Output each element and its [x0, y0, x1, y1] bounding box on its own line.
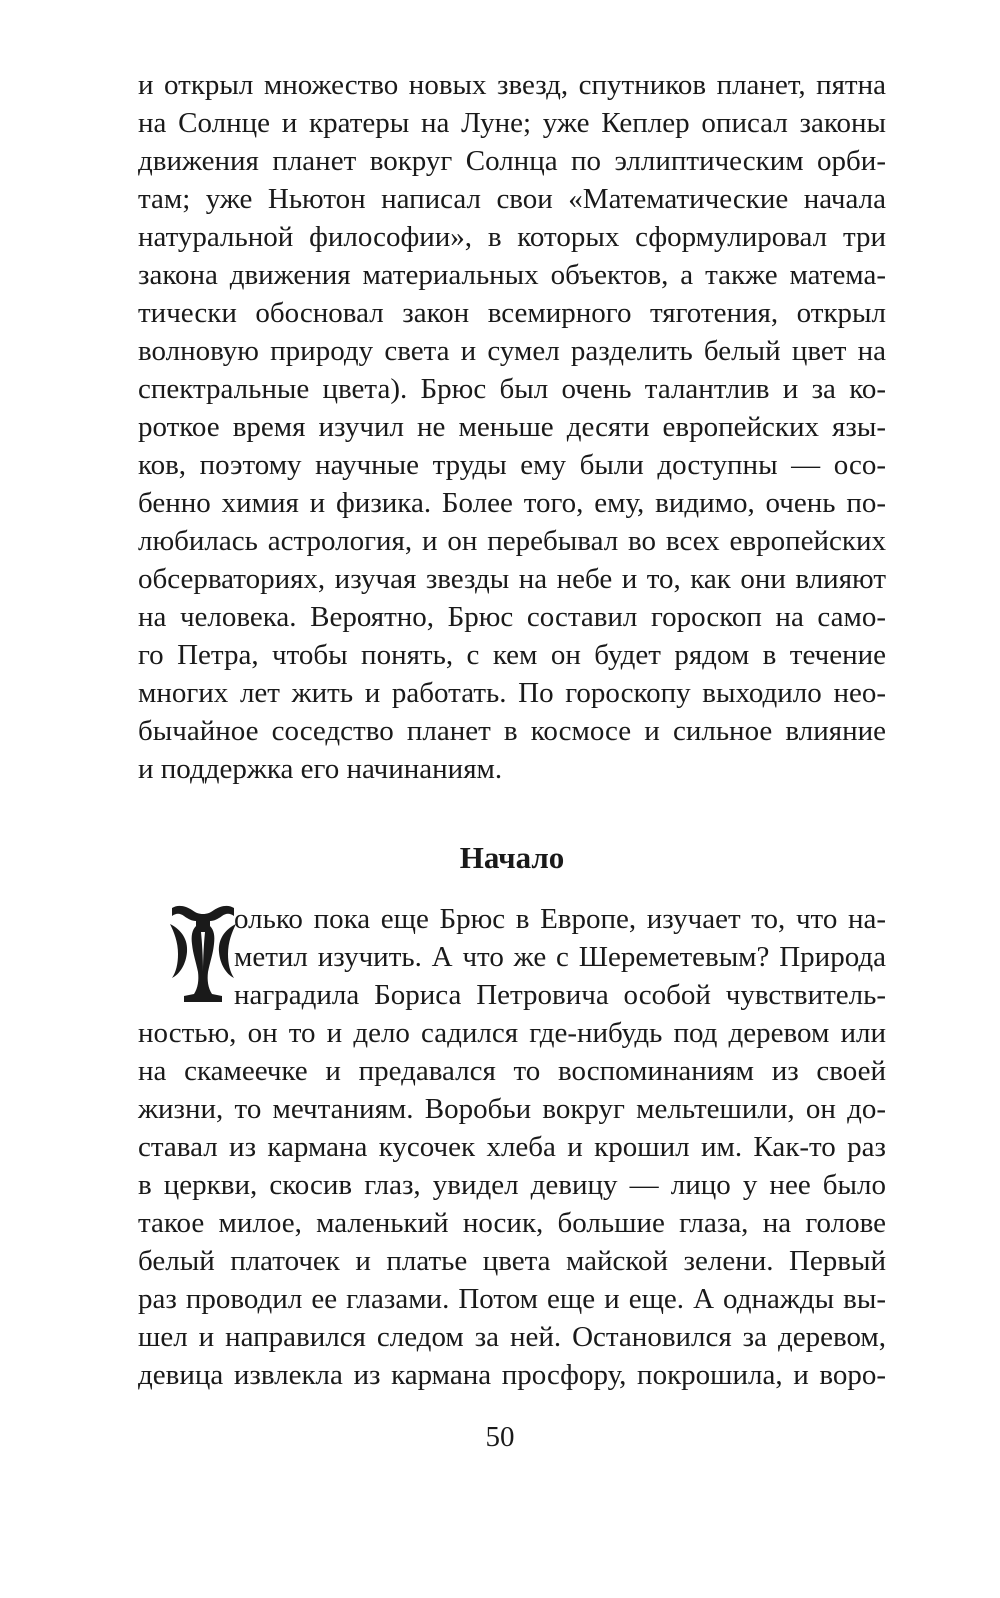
text-line: на человека. Вероятно, Брюс составил гороскоп на само- [138, 601, 886, 633]
text-line: многих лет жить и работать. По гороскопу выходило нео- [138, 677, 886, 709]
text-line: там; уже Ньютон написал свои «Математические начала [138, 183, 886, 215]
text-line: такое милое, маленький носик, большие глаза, на голове [138, 1207, 886, 1239]
page-number: 50 [485, 1421, 515, 1453]
text-line: метил изучить. А что же с Шереметевым? Природа [234, 941, 886, 973]
text-line: девица извлекла из кармана просфору, покрошила, и воро- [138, 1359, 886, 1391]
text-line: натуральной философии», в которых сформулировал три [138, 221, 886, 253]
text-line: наградила Бориса Петровича особой чувствитель- [234, 979, 886, 1011]
text-line: на Солнце и кратеры на Луне; уже Кеплер описал законы [138, 107, 886, 139]
text-line: ков, поэтому научные труды ему были доступны — осо- [138, 449, 886, 481]
text-line: и поддержка его начинаниям. [138, 753, 503, 785]
text-line: и открыл множество новых звезд, спутников планет, пятна [138, 69, 886, 101]
text-line: бенно химия и физика. Более того, ему, видимо, очень по- [138, 487, 886, 519]
paragraph-2 [138, 900, 886, 1394]
text-line: ностью, он то и дело садился где-нибудь под деревом или [138, 1017, 886, 1049]
text-line: любилась астрология, и он перебывал во всех европейских [138, 525, 886, 557]
text-line: волновую природу света и сумел разделить белый цвет на [138, 335, 886, 367]
text-line: белый платочек и платье цвета майской зелени. Первый [138, 1245, 886, 1277]
text-line: бычайное соседство планет в космосе и сильное влияние [138, 715, 886, 747]
text-line: обсерваториях, изучая звезды на небе и то, как они влияют [138, 563, 886, 595]
text-line: закона движения материальных объектов, а также матема- [138, 259, 886, 291]
text-line: спектральные цвета). Брюс был очень талантлив и за ко- [138, 373, 886, 405]
section-heading: Начало [459, 840, 565, 875]
text-line: шел и направился следом за ней. Остановился за деревом, [138, 1321, 886, 1353]
text-line: движения планет вокруг Солнца по эллиптическим орби- [138, 145, 886, 177]
text-line: роткое время изучил не меньше десяти европейских язы- [138, 411, 886, 443]
paragraph-1 [138, 66, 886, 788]
text-line: жизни, то мечтаниям. Воробьи вокруг мельтешили, он до- [138, 1093, 886, 1125]
text-line: олько пока еще Брюс в Европе, изучает то, что на- [234, 903, 886, 935]
text-line: го Петра, чтобы понять, с кем он будет рядом в течение [138, 639, 886, 671]
text-line: раз проводил ее глазами. Потом еще и еще. А однажды вы- [138, 1283, 886, 1315]
text-line: ставал из кармана кусочек хлеба и крошил им. Как-то раз [138, 1131, 886, 1163]
text-line: на скамеечке и предавался то воспоминаниям из своей [138, 1055, 886, 1087]
text-line: тически обосновал закон всемирного тяготения, открыл [138, 297, 886, 329]
text-line: в церкви, скосив глаз, увидел девицу — лицо у нее было [138, 1169, 886, 1201]
